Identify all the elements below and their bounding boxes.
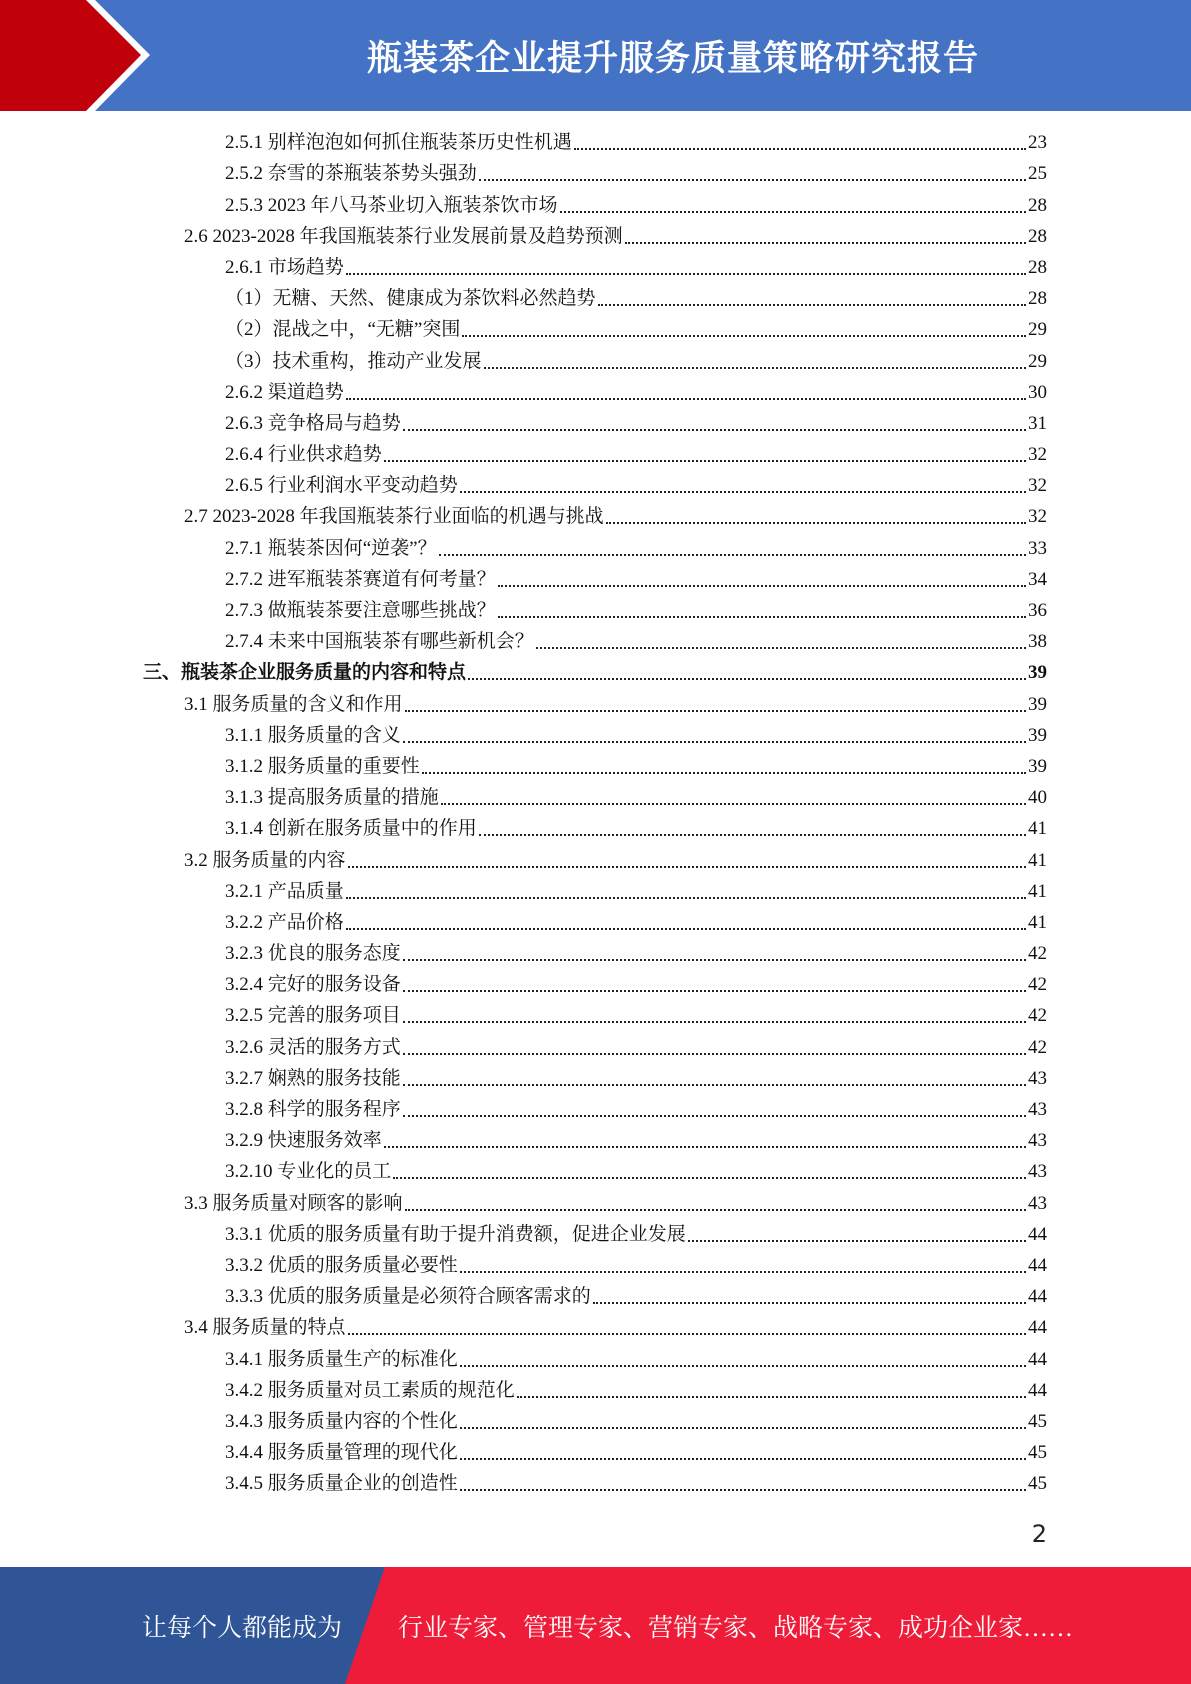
toc-entry-label: 2.7.1 瓶装茶因何“逆袭”？ (225, 537, 437, 559)
toc-entry[interactable] (0, 814, 1191, 845)
toc-entry-label: 3.4 服务质量的特点 (184, 1317, 346, 1339)
toc-entry-line (184, 1191, 1047, 1217)
toc-entry[interactable] (0, 1220, 1191, 1251)
toc-entry-label: 2.5.2 奈雪的茶瓶装茶势头强劲 (225, 163, 477, 185)
toc-entry-page: 28 (1028, 194, 1047, 216)
toc-entry-label: 2.7.4 未来中国瓶装茶有哪些新机会？ (225, 631, 534, 653)
toc-dot-leader (348, 866, 1026, 868)
toc-entry-page: 43 (1028, 1130, 1047, 1152)
toc-entry-line (184, 504, 1047, 530)
toc-entry-label: （3）技术重构，推动产业发展 (225, 350, 482, 372)
toc-entry-page: 44 (1028, 1379, 1047, 1401)
toc-entry-page: 28 (1028, 225, 1047, 247)
toc-dot-leader (403, 429, 1026, 431)
toc-entry-line (225, 754, 1047, 780)
toc-dot-leader (346, 897, 1026, 899)
toc-entry-label: 3.2.8 科学的服务程序 (225, 1099, 401, 1120)
toc-entry[interactable] (0, 1469, 1191, 1500)
toc-entry-label: 3.3 服务质量对顾客的影响 (184, 1192, 403, 1214)
toc-entry-label: 2.5.3 2023 年八马茶业切入瓶装茶饮市场 (225, 194, 558, 216)
toc-entry-line (143, 660, 1047, 686)
toc-entry[interactable] (0, 378, 1191, 409)
toc-entry[interactable] (0, 409, 1191, 440)
toc-entry-label: 3.2.1 产品质量 (225, 880, 344, 902)
toc-dot-leader (460, 1489, 1026, 1491)
toc-dot-leader (498, 616, 1026, 618)
toc-entry[interactable] (0, 1188, 1191, 1219)
toc-entry-line (225, 473, 1047, 499)
toc-entry-line (184, 224, 1047, 250)
toc-entry-page: 44 (1028, 1286, 1047, 1308)
toc-entry-label: 2.6.5 行业利润水平变动趋势 (225, 475, 458, 497)
toc-dot-leader (517, 1396, 1026, 1398)
toc-entry-label: 3.1.2 服务质量的重要性 (225, 755, 420, 777)
toc-entry[interactable] (0, 1032, 1191, 1063)
toc-entry-label: 3.2.4 完好的服务设备 (225, 974, 401, 996)
toc-entry[interactable] (0, 1313, 1191, 1344)
toc-entry[interactable] (0, 908, 1191, 939)
toc-entry-label: 2.6.2 渠道趋势 (225, 381, 344, 403)
toc-entry-line (225, 1409, 1047, 1435)
toc-entry-line (225, 1222, 1047, 1248)
toc-dot-leader (441, 803, 1026, 805)
toc-entry[interactable] (0, 565, 1191, 596)
toc-entry-label: 3.4.3 服务质量内容的个性化 (225, 1410, 458, 1432)
toc-entry-label: 2.7 2023-2028 年我国瓶装茶行业面临的机遇与挑战 (184, 506, 604, 528)
toc-entry-label: 2.7.3 做瓶装茶要注意哪些挑战？ (225, 600, 496, 621)
page-footer (0, 1567, 1191, 1684)
toc-entry-line (225, 941, 1047, 967)
toc-entry[interactable] (0, 440, 1191, 471)
toc-entry-line (225, 130, 1047, 156)
toc-entry-line (225, 255, 1047, 281)
toc-entry[interactable] (0, 284, 1191, 315)
toc-entry-page: 42 (1028, 1036, 1047, 1058)
toc-entry-page: 29 (1028, 319, 1047, 341)
toc-dot-leader (384, 460, 1026, 462)
toc-entry[interactable] (0, 1095, 1191, 1126)
toc-entry[interactable] (0, 845, 1191, 876)
toc-entry-line (225, 972, 1047, 998)
toc-entry[interactable] (0, 1157, 1191, 1188)
toc-entry-page: 44 (1028, 1254, 1047, 1276)
toc-dot-leader (460, 1458, 1026, 1460)
toc-entry-line (225, 1035, 1047, 1061)
toc-entry-page: 42 (1028, 974, 1047, 996)
toc-dot-leader (460, 491, 1026, 493)
toc-entry-label: 3.4.4 服务质量管理的现代化 (225, 1442, 458, 1464)
toc-entry-line (225, 785, 1047, 811)
toc-entry-page: 44 (1028, 1223, 1047, 1245)
toc-entry[interactable] (0, 1126, 1191, 1157)
toc-dot-leader (346, 398, 1026, 400)
page-number: 2 (1031, 1520, 1047, 1548)
toc-entry-line (184, 848, 1047, 874)
toc-entry-line (225, 161, 1047, 187)
toc-entry[interactable] (0, 346, 1191, 377)
toc-entry-page: 41 (1028, 849, 1047, 871)
toc-entry-line (225, 1066, 1047, 1092)
toc-entry-line (225, 816, 1047, 842)
toc-entry[interactable] (0, 939, 1191, 970)
toc-entry-line (225, 1284, 1047, 1310)
toc-entry-page: 44 (1028, 1317, 1047, 1339)
toc-dot-leader (403, 1021, 1026, 1023)
toc-entry-page: 42 (1028, 1005, 1047, 1027)
toc-dot-leader (479, 834, 1026, 836)
toc-dot-leader (403, 741, 1026, 743)
toc-entry-line (184, 692, 1047, 718)
toc-entry-label: 2.7.2 进军瓶装茶赛道有何考量？ (225, 568, 496, 590)
toc-dot-leader (348, 1333, 1026, 1335)
toc-entry-label: 3.4.1 服务质量生产的标准化 (225, 1348, 458, 1370)
toc-entry-line (184, 1315, 1047, 1341)
toc-entry-page: 23 (1028, 132, 1047, 154)
toc-entry[interactable] (0, 877, 1191, 908)
toc-entry-label: 3.2.7 娴熟的服务技能 (225, 1067, 401, 1089)
toc-dot-leader (403, 1084, 1026, 1086)
toc-entry[interactable] (0, 533, 1191, 564)
toc-entry-line (225, 723, 1047, 749)
toc-dot-leader (536, 647, 1026, 649)
toc-dot-leader (498, 585, 1026, 587)
toc-entry-label: 3.1.3 提高服务质量的措施 (225, 787, 439, 809)
toc-entry-label: 3.4.5 服务质量企业的创造性 (225, 1473, 458, 1495)
report-title: 瓶装茶企业提升服务质量策略研究报告 (366, 38, 979, 79)
toc-entry-page: 43 (1028, 1067, 1047, 1089)
toc-entry-page: 41 (1028, 818, 1047, 840)
toc-entry-line (225, 1378, 1047, 1404)
toc-entry-page: 41 (1028, 880, 1047, 902)
toc-dot-leader (468, 678, 1026, 680)
toc-entry-line (225, 317, 1047, 343)
footer-slogan-right: 行业专家、管理专家、营销专家、战略专家、成功企业家…… (398, 1614, 1074, 1642)
toc-entry[interactable] (0, 721, 1191, 752)
toc-entry-label: 3.2.5 完善的服务项目 (225, 1005, 401, 1027)
toc-entry-line (225, 1159, 1047, 1185)
toc-entry-label: 3.3.1 优质的服务质量有助于提升消费额，促进企业发展 (225, 1223, 686, 1245)
toc-entry-page: 39 (1028, 693, 1047, 715)
toc-entry-label: 2.6.4 行业供求趋势 (225, 444, 382, 466)
toc-entry[interactable] (0, 1438, 1191, 1469)
toc-entry[interactable] (0, 1064, 1191, 1095)
toc-entry-line (225, 536, 1047, 562)
toc-entry-page: 33 (1028, 537, 1047, 559)
toc-entry-line (225, 910, 1047, 936)
toc-entry-line (225, 442, 1047, 468)
toc-dot-leader (403, 1053, 1026, 1055)
toc-entry-page: 34 (1028, 568, 1047, 590)
toc-dot-leader (560, 211, 1026, 213)
toc-entry[interactable] (0, 190, 1191, 221)
toc-entry[interactable] (0, 1344, 1191, 1375)
toc-entry-label: 3.1 服务质量的含义和作用 (184, 693, 403, 715)
toc-entry-page: 25 (1028, 163, 1047, 185)
toc-entry[interactable] (0, 752, 1191, 783)
toc-entry-label: 2.6.1 市场趋势 (225, 256, 344, 278)
toc-entry-label: 3.3.3 优质的服务质量是必须符合顾客需求的 (225, 1286, 591, 1308)
toc-entry-label: 3.3.2 优质的服务质量必要性 (225, 1254, 458, 1276)
toc-entry-label: （2）混战之中，“无糖”突围 (225, 319, 461, 341)
toc-dot-leader (346, 928, 1026, 930)
toc-entry-label: 2.6.3 竞争格局与趋势 (225, 412, 401, 434)
toc-entry[interactable] (0, 502, 1191, 533)
toc-entry-label: 3.2.10 专业化的员工 (225, 1161, 392, 1183)
toc-entry-line (225, 1097, 1047, 1123)
toc-entry-page: 38 (1028, 631, 1047, 653)
toc-dot-leader (460, 1271, 1026, 1273)
toc-entry-label: 2.6 2023-2028 年我国瓶装茶行业发展前景及趋势预测 (184, 225, 623, 247)
toc-dot-leader (403, 959, 1026, 961)
toc-entry-line (225, 1440, 1047, 1466)
toc-dot-leader (460, 1365, 1026, 1367)
toc-dot-leader (606, 522, 1026, 524)
toc-entry[interactable] (0, 970, 1191, 1001)
toc-entry-page: 31 (1028, 412, 1047, 434)
toc-entry-line (225, 629, 1047, 655)
page-header (0, 0, 1191, 111)
header-chevron-icon (0, 0, 150, 111)
toc-entry[interactable] (0, 253, 1191, 284)
toc-dot-leader (460, 1427, 1026, 1429)
toc-entry-page: 32 (1028, 506, 1047, 528)
toc-dot-leader (439, 554, 1026, 556)
toc-entry[interactable] (0, 315, 1191, 346)
toc-entry-line (225, 1253, 1047, 1279)
toc-dot-leader (403, 990, 1026, 992)
toc-dot-leader (598, 304, 1026, 306)
toc-entry-line (225, 598, 1047, 624)
toc-entry[interactable] (0, 471, 1191, 502)
toc-entry-line (225, 1128, 1047, 1154)
toc-dot-leader (688, 1240, 1026, 1242)
toc-entry-page: 28 (1028, 256, 1047, 278)
toc-entry-line (225, 879, 1047, 905)
toc-dot-leader (593, 1302, 1026, 1304)
toc-entry[interactable] (0, 1001, 1191, 1032)
toc-entry[interactable] (0, 658, 1191, 689)
toc-entry-line (225, 411, 1047, 437)
toc-entry-page: 40 (1028, 787, 1047, 809)
toc-entry-line (225, 349, 1047, 375)
toc-entry-page: 39 (1028, 662, 1047, 684)
table-of-contents (0, 128, 1191, 1500)
toc-dot-leader (346, 273, 1026, 275)
toc-entry[interactable] (0, 689, 1191, 720)
toc-dot-leader (405, 710, 1026, 712)
toc-dot-leader (479, 179, 1026, 181)
toc-entry[interactable] (0, 1251, 1191, 1282)
toc-entry-line (225, 286, 1047, 312)
toc-entry-page: 39 (1028, 724, 1047, 746)
toc-entry-page: 43 (1028, 1161, 1047, 1183)
toc-entry-label: （1）无糖、天然、健康成为茶饮料必然趋势 (225, 288, 596, 310)
toc-entry-page: 45 (1028, 1442, 1047, 1464)
toc-entry-page: 30 (1028, 381, 1047, 403)
toc-entry-label: 3.2.6 灵活的服务方式 (225, 1036, 401, 1058)
toc-dot-leader (405, 1209, 1026, 1211)
toc-entry-label: 3.1.1 服务质量的含义 (225, 724, 401, 746)
toc-dot-leader (403, 1115, 1026, 1117)
toc-entry-page: 32 (1028, 444, 1047, 466)
toc-entry-label: 3.1.4 创新在服务质量中的作用 (225, 818, 477, 840)
toc-entry-line (225, 193, 1047, 219)
toc-entry-label: 3.2.9 快速服务效率 (225, 1130, 382, 1152)
toc-entry[interactable] (0, 783, 1191, 814)
toc-dot-leader (484, 367, 1026, 369)
toc-entry-line (225, 1347, 1047, 1373)
toc-entry-page: 36 (1028, 600, 1047, 621)
toc-entry-page: 39 (1028, 755, 1047, 777)
toc-dot-leader (625, 242, 1026, 244)
toc-entry[interactable] (0, 128, 1191, 159)
toc-entry-page: 29 (1028, 350, 1047, 372)
toc-entry-line (225, 1471, 1047, 1497)
toc-entry-page: 28 (1028, 288, 1047, 310)
toc-entry[interactable] (0, 159, 1191, 190)
toc-entry[interactable] (0, 1282, 1191, 1313)
toc-dot-leader (422, 772, 1026, 774)
toc-entry-page: 44 (1028, 1348, 1047, 1370)
toc-entry-page: 45 (1028, 1473, 1047, 1495)
toc-entry-page: 45 (1028, 1410, 1047, 1432)
toc-entry[interactable] (0, 1376, 1191, 1407)
toc-entry-label: 3.2.3 优良的服务态度 (225, 943, 401, 965)
toc-entry-page: 43 (1028, 1192, 1047, 1214)
toc-dot-leader (462, 335, 1026, 337)
toc-entry[interactable] (0, 1407, 1191, 1438)
toc-entry[interactable] (0, 627, 1191, 658)
toc-entry-page: 43 (1028, 1099, 1047, 1120)
toc-dot-leader (393, 1177, 1026, 1179)
toc-entry-label: 三、瓶装茶企业服务质量的内容和特点 (143, 662, 467, 684)
toc-entry[interactable] (0, 596, 1191, 627)
toc-entry-line (225, 380, 1047, 406)
toc-dot-leader (574, 148, 1026, 150)
toc-entry-line (225, 567, 1047, 593)
toc-dot-leader (384, 1146, 1026, 1148)
toc-entry-page: 41 (1028, 911, 1047, 933)
toc-entry-label: 3.2 服务质量的内容 (184, 849, 346, 871)
toc-entry-label: 2.5.1 别样泡泡如何抓住瓶装茶历史性机遇 (225, 132, 572, 154)
toc-entry-page: 32 (1028, 475, 1047, 497)
toc-entry[interactable] (0, 222, 1191, 253)
toc-entry-label: 3.4.2 服务质量对员工素质的规范化 (225, 1379, 515, 1401)
footer-slogan-left: 让每个人都能成为 (142, 1614, 343, 1642)
toc-entry-page: 42 (1028, 943, 1047, 965)
toc-entry-line (225, 1003, 1047, 1029)
toc-entry-label: 3.2.2 产品价格 (225, 911, 344, 933)
